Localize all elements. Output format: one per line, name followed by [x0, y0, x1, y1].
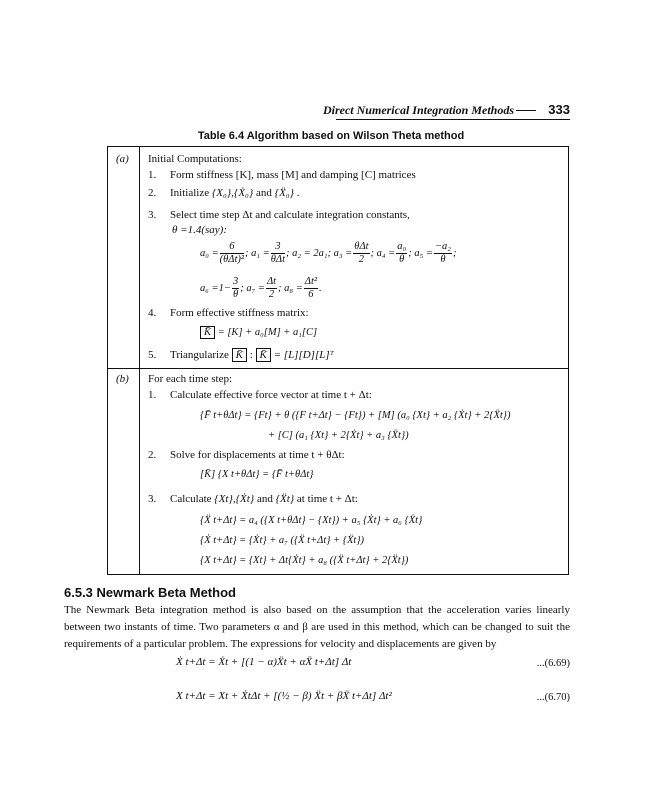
- table-column-rule: [139, 147, 140, 574]
- step-text: Calculate effective force vector at time t + Δt:: [170, 389, 372, 401]
- running-header: [60, 103, 570, 117]
- equation-number: ...(6.70): [536, 692, 570, 703]
- acceleration-update-equation: {Ẍ t+Δt} = a₄ ({X t+θΔt} − {Xt}) + a₅ {Ẋt} + a₆ {Ẍt}: [200, 515, 423, 526]
- equation-6-69: Ẋ t+Δt = Ẋt + [(1 − α)Ẍt + αẌ t+Δt] Δt: [176, 656, 352, 668]
- velocity-update-equation: {Ẋ t+Δt} = {Ẋt} + a₇ ({Ẍ t+Δt} + {Ẍt}): [200, 535, 365, 546]
- initial-vectors: {X₀},{Ẋ₀}: [211, 187, 254, 199]
- body-paragraph: The Newmark Beta integration method is also based on the assumption that the acceleration varies linearly between two instants of time. Two parameters α and β are used in this method, which can be changed to suit the requirements of a particular problem. The expressions for velocity and displacements are given by: [64, 604, 570, 650]
- header-rule: [336, 119, 570, 120]
- theta-value: θ =1.4(say):: [172, 224, 227, 236]
- step-number: 4.: [148, 307, 157, 319]
- displacement-solve-equation: [K̄] {X t+θΔt} = {F̄ t+θΔt}: [200, 469, 314, 480]
- running-title: Direct Numerical Integration Methods: [322, 103, 514, 117]
- step-text: Form effective stiffness matrix:: [170, 307, 309, 319]
- integration-constants-row-1: a₀ = $\frac{6}{\text{(θΔt)²}}$ ; a₁ = $\frac{3}{\text{θΔt}}$ ; a₂ = 2a₁; a₃ = $\frac{\text{θΔt}}{2}$ ; a₄ = $\frac{\text{a₀}}{\theta}$ ; a₅ = $\frac{\text{−a₂}}{\theta}$ ;: [200, 241, 457, 265]
- step-number: 1.: [148, 169, 157, 181]
- integration-constants-row-2: a₆ =1− $\frac{3}{\theta}$ ; a₇ = $\frac{\Delta t}{2}$ ; a₈ = $\frac{\text{Δt²}}{6}$ .: [200, 276, 322, 300]
- page-number: 333: [548, 102, 570, 117]
- step-number: 3.: [148, 493, 157, 505]
- part-a-title: Initial Computations:: [148, 153, 242, 165]
- step-text: Solve for displacements at time t + θΔt:: [170, 449, 345, 461]
- displacement-update-equation: {X t+Δt} = {Xt} + Δt{Ẋt} + a₈ ({Ẍ t+Δt} + 2{Ẍt}): [200, 555, 409, 566]
- part-b-title: For each time step:: [148, 373, 233, 385]
- step-number: 3.: [148, 209, 157, 221]
- effective-force-eq-line-2: + [C] (a₁ {Xt} + 2{Ẋt} + a₃ {Ẍt}): [268, 430, 409, 441]
- initial-acceleration: {Ẍ₀}: [274, 187, 295, 199]
- step-number: 5.: [148, 349, 157, 361]
- equation-number: ...(6.69): [536, 658, 570, 669]
- effective-stiffness-equation: K̄ = [K] + a₀[M] + a₁[C]: [200, 327, 317, 339]
- step-text: Form stiffness [K], mass [M] and damping [C] matrices: [170, 169, 416, 181]
- table-row-rule: [108, 368, 568, 369]
- part-b-label: (b): [116, 373, 129, 385]
- step-text: Select time step Δt and calculate integration constants,: [170, 209, 410, 221]
- step-text: Calculate {Xt},{Ẋt} and {Ẍt} at time t + Δt:: [170, 493, 358, 505]
- table-caption: Table 6.4 Algorithm based on Wilson Theta method: [197, 130, 465, 142]
- algorithm-table: [107, 146, 569, 575]
- effective-force-eq-line-1: {F̄ t+θΔt} = {Ft} + θ ({F t+Δt} − {Ft}) + [M] (a₀ {Xt} + a₂ {Ẋt} + 2{Ẍt}): [200, 410, 511, 421]
- step-number: 2.: [148, 187, 157, 199]
- step-number: 1.: [148, 389, 157, 401]
- part-a-label: (a): [116, 153, 129, 165]
- step-number: 2.: [148, 449, 157, 461]
- equation-6-70: X t+Δt = Xt + ẊtΔt + [(½ − β) Ẍt + βẌ t+Δt] Δt²: [176, 690, 392, 702]
- section-heading: 6.5.3 Newmark Beta Method: [64, 585, 236, 600]
- step-text: Triangularize K̄ : K̄ = [L][D][L]ᵀ: [170, 349, 334, 361]
- header-dash: [516, 110, 536, 111]
- step-text: Initialize {X₀},{Ẋ₀} and {Ẍ₀} .: [170, 187, 300, 199]
